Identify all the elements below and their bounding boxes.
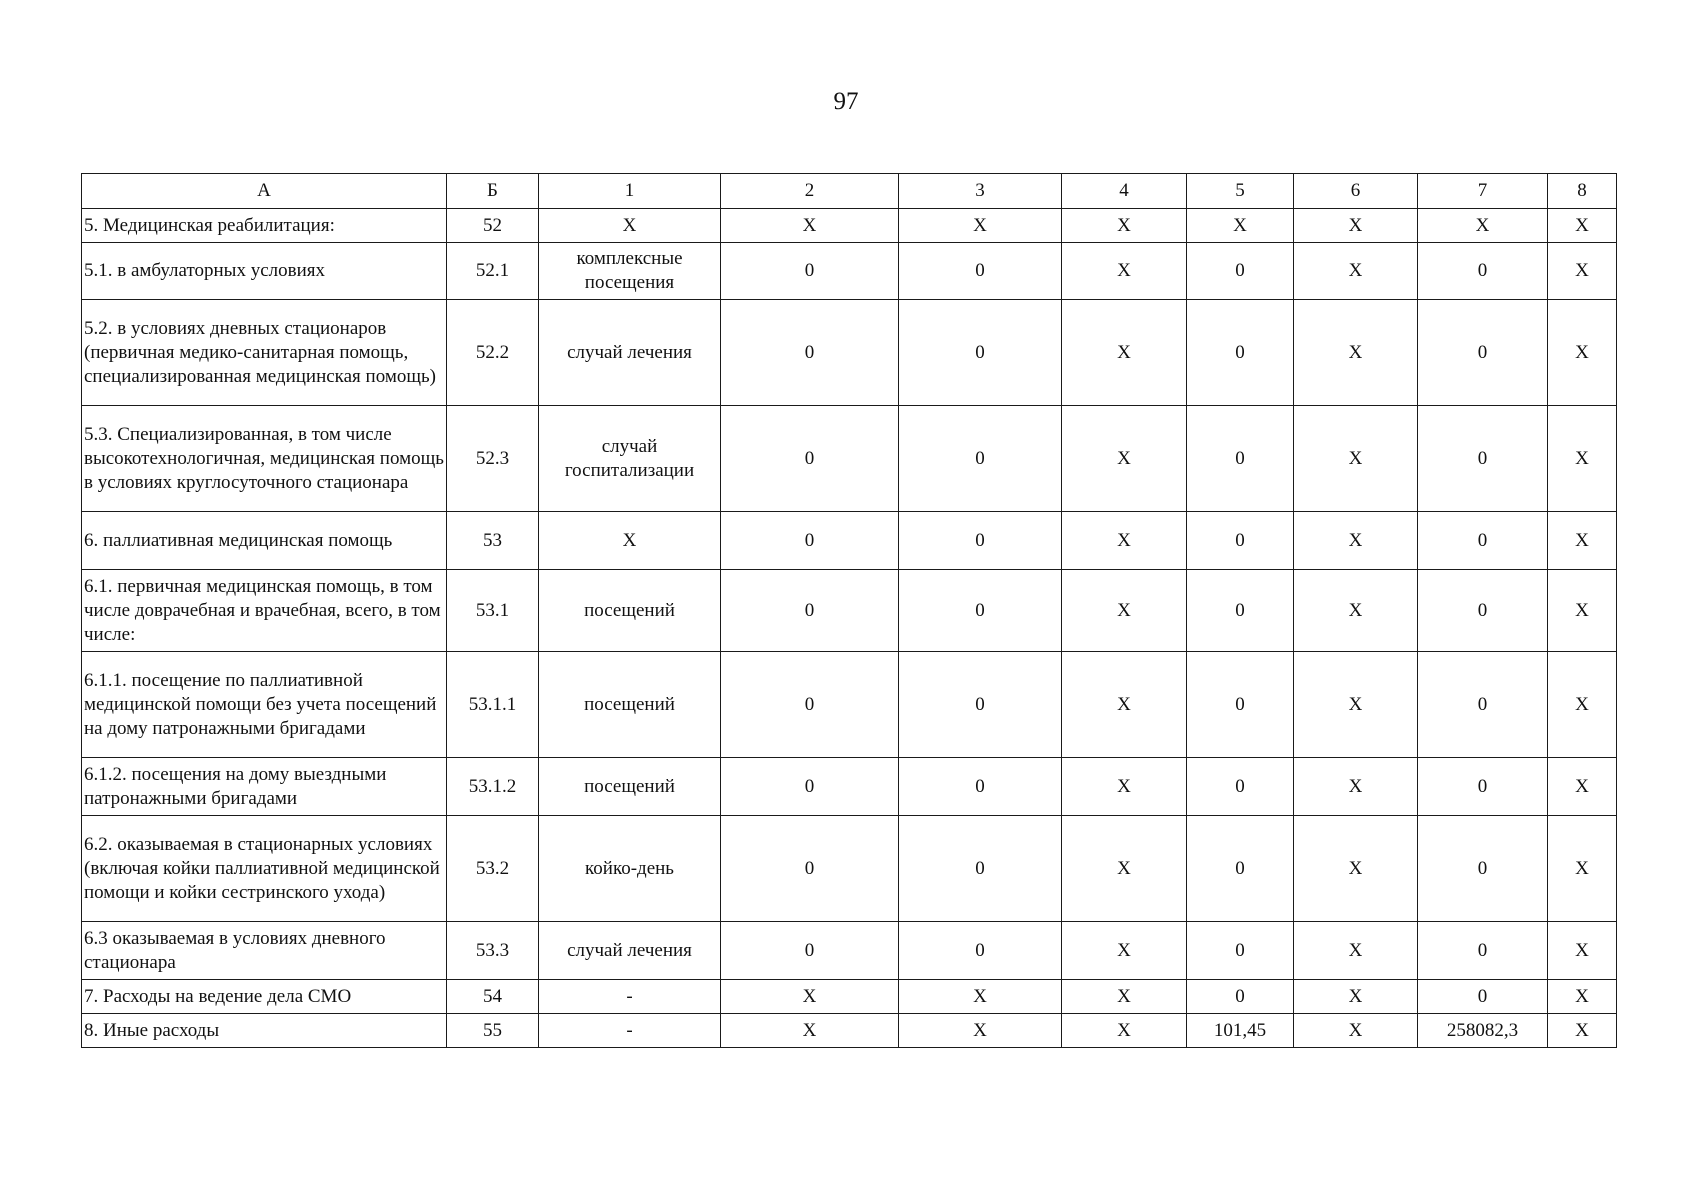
row-name: 7. Расходы на ведение дела СМО [82, 980, 447, 1014]
col-8-cell: Х [1548, 512, 1617, 570]
table-row [82, 980, 1617, 1014]
col-6-cell: Х [1294, 980, 1418, 1014]
col-2-cell: 0 [721, 300, 899, 406]
row-name: 5.2. в условиях дневных стационаров (первичная медико-санитарная помощь, специализированная медицинская помощь) [82, 300, 447, 406]
row-name: 6.1.2. посещения на дому выездными патронажными бригадами [82, 758, 447, 816]
table-row [82, 209, 1617, 243]
col-3-cell: 0 [899, 758, 1062, 816]
col-4-cell: Х [1062, 980, 1187, 1014]
col-3-cell: 0 [899, 816, 1062, 922]
col-3-cell: 0 [899, 243, 1062, 300]
col-6-cell: Х [1294, 758, 1418, 816]
col-8-cell: Х [1548, 570, 1617, 652]
row-code: 53.1 [447, 570, 539, 652]
row-name: 5.1. в амбулаторных условиях [82, 243, 447, 300]
col-7-cell: Х [1418, 209, 1548, 243]
col-5-cell: 101,45 [1187, 1014, 1294, 1048]
col-5-cell: 0 [1187, 243, 1294, 300]
row-code: 52.1 [447, 243, 539, 300]
col-8-cell: Х [1548, 209, 1617, 243]
col-6-cell: Х [1294, 300, 1418, 406]
data-table [81, 173, 1617, 1048]
col-7-cell: 0 [1418, 406, 1548, 512]
table-row [82, 758, 1617, 816]
col-5-cell: 0 [1187, 758, 1294, 816]
col-3-cell: Х [899, 209, 1062, 243]
row-name: 8. Иные расходы [82, 1014, 447, 1048]
col-7-cell: 0 [1418, 758, 1548, 816]
unit-cell: койко-день [539, 816, 721, 922]
row-code: 53.2 [447, 816, 539, 922]
row-code: 54 [447, 980, 539, 1014]
col-7-cell: 0 [1418, 980, 1548, 1014]
col-7-cell: 0 [1418, 512, 1548, 570]
col-3-cell: 0 [899, 406, 1062, 512]
table-row [82, 1014, 1617, 1048]
col-7-cell: 258082,3 [1418, 1014, 1548, 1048]
col-8-cell: Х [1548, 980, 1617, 1014]
unit-cell: случай госпитализации [539, 406, 721, 512]
column-header-b: Б [447, 174, 539, 209]
row-name: 6.1. первичная медицинская помощь, в том числе доврачебная и врачебная, всего, в том числе: [82, 570, 447, 652]
col-6-cell: Х [1294, 243, 1418, 300]
unit-cell: посещений [539, 758, 721, 816]
col-4-cell: Х [1062, 922, 1187, 980]
col-7-cell: 0 [1418, 300, 1548, 406]
col-6-cell: Х [1294, 1014, 1418, 1048]
col-5-cell: 0 [1187, 512, 1294, 570]
col-7-cell: 0 [1418, 570, 1548, 652]
col-7-cell: 0 [1418, 922, 1548, 980]
column-header-5: 5 [1187, 174, 1294, 209]
column-header-4: 4 [1062, 174, 1187, 209]
table-row [82, 406, 1617, 512]
col-5-cell: 0 [1187, 406, 1294, 512]
col-4-cell: Х [1062, 652, 1187, 758]
col-6-cell: Х [1294, 512, 1418, 570]
table-body [82, 209, 1617, 1048]
header-row [82, 174, 1617, 209]
row-code: 52.2 [447, 300, 539, 406]
row-code: 55 [447, 1014, 539, 1048]
col-8-cell: Х [1548, 652, 1617, 758]
col-2-cell: 0 [721, 570, 899, 652]
row-code: 53.1.2 [447, 758, 539, 816]
table-row [82, 570, 1617, 652]
col-2-cell: 0 [721, 922, 899, 980]
page-number: 97 [833, 88, 859, 115]
col-3-cell: 0 [899, 652, 1062, 758]
row-name: 5. Медицинская реабилитация: [82, 209, 447, 243]
unit-cell: - [539, 1014, 721, 1048]
column-header-2: 2 [721, 174, 899, 209]
row-name: 5.3. Специализированная, в том числе высокотехнологичная, медицинская помощь в условиях круглосуточного стационара [82, 406, 447, 512]
col-8-cell: Х [1548, 816, 1617, 922]
row-code: 53.3 [447, 922, 539, 980]
col-4-cell: Х [1062, 300, 1187, 406]
table-row [82, 922, 1617, 980]
column-header-a: А [82, 174, 447, 209]
col-5-cell: 0 [1187, 300, 1294, 406]
unit-cell: - [539, 980, 721, 1014]
col-7-cell: 0 [1418, 243, 1548, 300]
col-2-cell: 0 [721, 512, 899, 570]
col-2-cell: 0 [721, 243, 899, 300]
col-4-cell: Х [1062, 209, 1187, 243]
col-2-cell: 0 [721, 758, 899, 816]
row-code: 53 [447, 512, 539, 570]
col-8-cell: Х [1548, 1014, 1617, 1048]
col-4-cell: Х [1062, 512, 1187, 570]
col-3-cell: 0 [899, 300, 1062, 406]
col-2-cell: 0 [721, 816, 899, 922]
unit-cell: Х [539, 209, 721, 243]
col-5-cell: 0 [1187, 570, 1294, 652]
table-row [82, 300, 1617, 406]
col-4-cell: Х [1062, 406, 1187, 512]
col-4-cell: Х [1062, 243, 1187, 300]
col-3-cell: Х [899, 1014, 1062, 1048]
table-row [82, 816, 1617, 922]
col-5-cell: 0 [1187, 652, 1294, 758]
col-4-cell: Х [1062, 758, 1187, 816]
col-8-cell: Х [1548, 243, 1617, 300]
col-3-cell: 0 [899, 570, 1062, 652]
col-6-cell: Х [1294, 816, 1418, 922]
row-code: 52 [447, 209, 539, 243]
unit-cell: посещений [539, 652, 721, 758]
col-5-cell: 0 [1187, 816, 1294, 922]
col-4-cell: Х [1062, 1014, 1187, 1048]
col-2-cell: Х [721, 209, 899, 243]
col-6-cell: Х [1294, 406, 1418, 512]
row-code: 52.3 [447, 406, 539, 512]
column-header-1: 1 [539, 174, 721, 209]
column-header-8: 8 [1548, 174, 1617, 209]
col-3-cell: Х [899, 980, 1062, 1014]
col-6-cell: Х [1294, 570, 1418, 652]
unit-cell: случай лечения [539, 922, 721, 980]
col-3-cell: 0 [899, 922, 1062, 980]
unit-cell: комплексные посещения [539, 243, 721, 300]
col-8-cell: Х [1548, 922, 1617, 980]
col-5-cell: 0 [1187, 922, 1294, 980]
col-2-cell: 0 [721, 406, 899, 512]
col-6-cell: Х [1294, 652, 1418, 758]
column-header-3: 3 [899, 174, 1062, 209]
row-name: 6.2. оказываемая в стационарных условиях (включая койки паллиативной медицинской помощи и койки сестринского ухода) [82, 816, 447, 922]
col-6-cell: Х [1294, 922, 1418, 980]
column-header-7: 7 [1418, 174, 1548, 209]
col-6-cell: Х [1294, 209, 1418, 243]
col-2-cell: Х [721, 980, 899, 1014]
col-4-cell: Х [1062, 570, 1187, 652]
col-8-cell: Х [1548, 300, 1617, 406]
unit-cell: посещений [539, 570, 721, 652]
row-name: 6. паллиативная медицинская помощь [82, 512, 447, 570]
col-7-cell: 0 [1418, 816, 1548, 922]
table-row [82, 512, 1617, 570]
col-5-cell: Х [1187, 209, 1294, 243]
col-4-cell: Х [1062, 816, 1187, 922]
col-7-cell: 0 [1418, 652, 1548, 758]
col-2-cell: 0 [721, 652, 899, 758]
unit-cell: Х [539, 512, 721, 570]
row-name: 6.1.1. посещение по паллиативной медицинской помощи без учета посещений на дому патронажными бригадами [82, 652, 447, 758]
col-3-cell: 0 [899, 512, 1062, 570]
row-code: 53.1.1 [447, 652, 539, 758]
table-row [82, 652, 1617, 758]
column-header-6: 6 [1294, 174, 1418, 209]
col-5-cell: 0 [1187, 980, 1294, 1014]
unit-cell: случай лечения [539, 300, 721, 406]
row-name: 6.3 оказываемая в условиях дневного стационара [82, 922, 447, 980]
table-row [82, 243, 1617, 300]
col-8-cell: Х [1548, 406, 1617, 512]
col-8-cell: Х [1548, 758, 1617, 816]
col-2-cell: Х [721, 1014, 899, 1048]
